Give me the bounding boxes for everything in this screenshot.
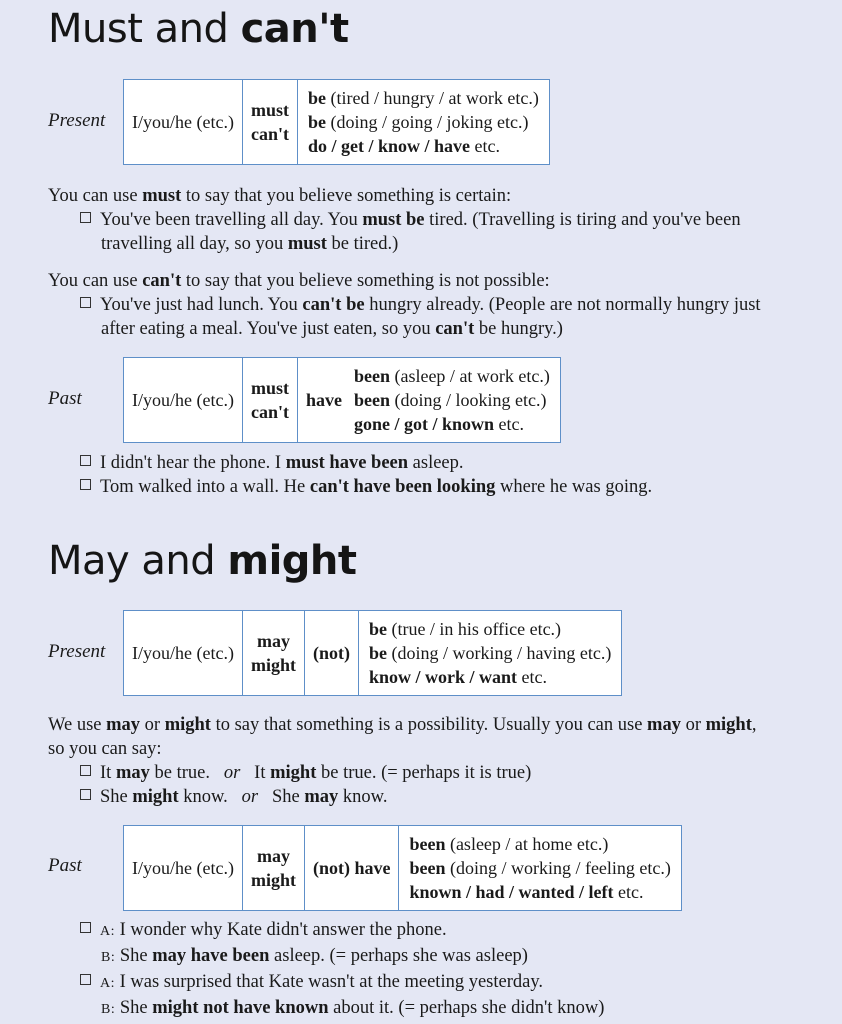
may-past-table: [123, 825, 682, 911]
past-label: Past: [48, 388, 82, 409]
must-intro: You can use must to say that you believe something is certain:: [48, 186, 512, 206]
past-label: Past: [48, 855, 82, 876]
list-item: It may be true. or It might be true. (= perhaps it is true): [80, 761, 531, 785]
dialogue-examples: [80, 918, 604, 1022]
negation-cell: (not): [304, 611, 358, 696]
may-might-intro: We use may or might to say that something is a possibility. Usually you can use may or might, so you can say:: [48, 715, 757, 759]
present-label: Present: [48, 110, 106, 131]
checkbox-bullet-icon: [80, 455, 91, 466]
list-item: A: I was surprised that Kate wasn't at the meeting yesterday.: [80, 970, 604, 996]
must-present-table: [123, 79, 550, 165]
subject-cell: I/you/he (etc.): [124, 80, 243, 165]
checkbox-bullet-icon: [80, 479, 91, 490]
checkbox-bullet-icon: [80, 789, 91, 800]
cant-example: You've just had lunch. You can't be hungry already. (People are not normally hungry just after eating a meal. You've just eaten, so you can't be hungry.): [80, 293, 761, 341]
modal-cell: may might: [242, 826, 304, 911]
subject-cell: I/you/he (etc.): [124, 611, 243, 696]
verb-forms-cell: be (true / in his office etc.) be (doing / working / having etc.) know / work / want etc.: [358, 611, 621, 696]
list-item: Tom walked into a wall. He can't have been looking where he was going.: [80, 475, 652, 499]
verb-forms-cell: been (asleep / at home etc.) been (doing / working / feeling etc.) known / had / wanted / left etc.: [399, 826, 681, 911]
may-might-examples: [80, 761, 531, 809]
verb-forms-cell: have been (asleep / at work etc.) been (doing / looking etc.) gone / got / known etc.: [297, 358, 560, 443]
must-past-examples: [80, 451, 652, 499]
aux-have: have: [305, 390, 342, 410]
checkbox-bullet-icon: [80, 765, 91, 776]
checkbox-bullet-icon: [80, 922, 91, 933]
list-item: I didn't hear the phone. I must have been asleep.: [80, 451, 652, 475]
must-past-table: [123, 357, 561, 443]
subject-cell: I/you/he (etc.): [124, 358, 243, 443]
list-item: A: I wonder why Kate didn't answer the phone.: [80, 918, 604, 944]
section-title-may-might: May and might: [48, 538, 357, 584]
modal-cell: must can't: [242, 358, 297, 443]
list-item: B: She might not have known about it. (= perhaps she didn't know): [101, 998, 605, 1018]
list-item: B: She may have been asleep. (= perhaps she was asleep): [101, 946, 528, 966]
checkbox-bullet-icon: [80, 297, 91, 308]
negation-aux-cell: (not) have: [304, 826, 399, 911]
subject-cell: I/you/he (etc.): [124, 826, 243, 911]
verb-forms-cell: be (tired / hungry / at work etc.) be (doing / going / joking etc.) do / get / know / have etc.: [297, 80, 549, 165]
must-example: You've been travelling all day. You must be tired. (Travelling is tiring and you've been travelling all day, so you must be tired.): [80, 208, 741, 256]
modal-cell: may might: [242, 611, 304, 696]
cant-intro: You can use can't to say that you believe something is not possible:: [48, 271, 550, 291]
present-label: Present: [48, 641, 106, 662]
modal-cell: must can't: [242, 80, 297, 165]
may-present-table: [123, 610, 622, 696]
section-title-must-cant: Must and can't: [48, 6, 349, 52]
checkbox-bullet-icon: [80, 212, 91, 223]
checkbox-bullet-icon: [80, 974, 91, 985]
list-item: She might know. or She may know.: [80, 785, 531, 809]
